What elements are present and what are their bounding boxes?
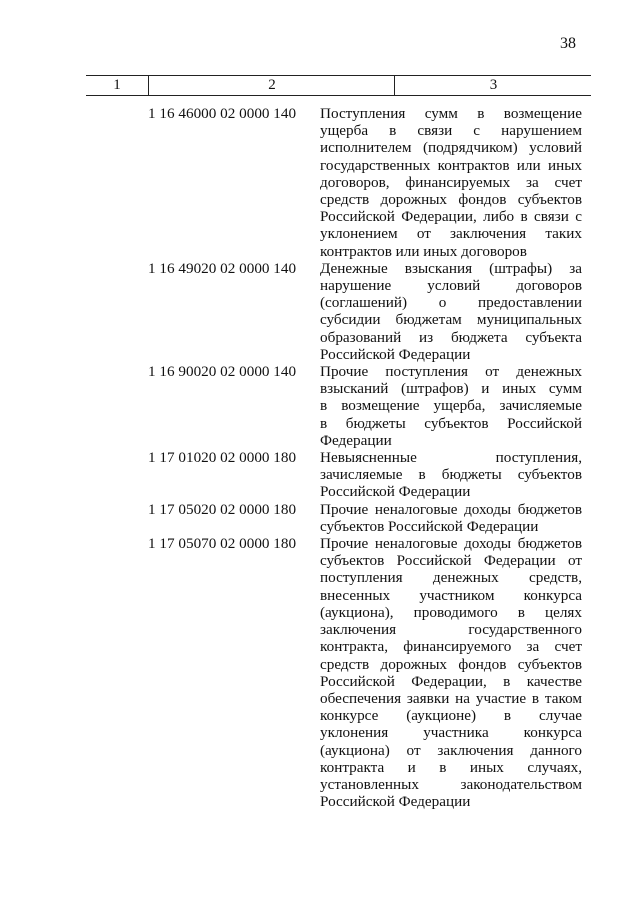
revenue-code: 1 16 90020 02 0000 140	[148, 363, 297, 381]
description-line: Российской Федерации	[320, 345, 471, 363]
description-line: субъектов Российской Федерации	[320, 517, 539, 535]
revenue-description	[320, 363, 582, 449]
description-line: в бюджеты субъектов Российской	[320, 414, 582, 432]
revenue-description	[320, 535, 582, 810]
description-line: (соглашений) о предоставлении	[320, 294, 582, 312]
description-line: Денежные взыскания (штрафы) за	[320, 259, 582, 277]
table-row	[0, 105, 639, 260]
revenue-code: 1 17 05020 02 0000 180	[148, 500, 297, 518]
table-row	[0, 449, 639, 501]
revenue-description	[320, 105, 582, 260]
revenue-description	[320, 260, 582, 363]
table-row	[0, 260, 639, 363]
description-line: заключения государственного	[320, 621, 582, 639]
revenue-code: 1 17 05070 02 0000 180	[148, 535, 297, 553]
description-line: (аукциона), проводимого в целях	[320, 603, 582, 621]
description-line: Российской Федерации, либо в связи с	[320, 208, 582, 226]
description-line: контрактов или иных договоров	[320, 242, 527, 260]
table-row	[0, 363, 639, 449]
table-header-col2: 2	[148, 76, 395, 95]
description-line: средств дорожных фондов субъектов	[320, 655, 582, 673]
description-line: в возмещение ущерба, зачисляемые	[320, 397, 582, 415]
description-line: Российской Федерации	[320, 483, 471, 501]
description-line: обеспечения заявки на участие в таком	[320, 689, 582, 707]
description-line: уклонения участника конкурса	[320, 724, 582, 742]
description-line: внесенных участником конкурса	[320, 586, 582, 604]
table-header-row	[86, 75, 591, 96]
table-header-col3: 3	[394, 76, 592, 95]
description-line: образований из бюджета субъекта	[320, 328, 582, 346]
page-number: 38	[560, 35, 576, 52]
description-line: Российской Федерации	[320, 793, 471, 811]
description-line: Прочие неналоговые доходы бюджетов	[320, 535, 582, 553]
revenue-code: 1 17 01020 02 0000 180	[148, 449, 297, 467]
table-row	[0, 501, 639, 535]
description-line: Федерации	[320, 431, 392, 449]
revenue-description	[320, 449, 582, 501]
description-line: контракта, финансируемого за счет	[320, 638, 582, 656]
description-line: Прочие неналоговые доходы бюджетов	[320, 500, 582, 518]
description-line: зачисляемые в бюджеты субъектов	[320, 466, 582, 484]
description-line: Невыясненные поступления,	[320, 449, 582, 467]
description-line: (аукциона) от заключения данного	[320, 741, 582, 759]
description-line: исполнителем (подрядчиком) условий	[320, 139, 582, 157]
revenue-code: 1 16 46000 02 0000 140	[148, 105, 297, 122]
description-line: государственных контрактов или иных	[320, 156, 582, 174]
description-line: нарушение условий договоров	[320, 277, 582, 295]
description-line: уклонением от заключения таких	[320, 225, 582, 243]
description-line: договоров, финансируемых за счет	[320, 173, 582, 191]
table-header-col1: 1	[113, 77, 121, 93]
table-row	[0, 535, 639, 810]
description-line: ущерба в связи с нарушением	[320, 122, 582, 140]
description-line: Российской Федерации, в качестве	[320, 672, 582, 690]
description-line: поступления денежных средств,	[320, 569, 582, 587]
description-line: взысканий (штрафов) и иных сумм	[320, 380, 582, 398]
revenue-code: 1 16 49020 02 0000 140	[148, 259, 297, 277]
revenue-description	[320, 501, 582, 535]
description-line: средств дорожных фондов субъектов	[320, 191, 582, 209]
table-body	[0, 105, 639, 810]
description-line: субсидии бюджетам муниципальных	[320, 311, 582, 329]
description-line: Поступления сумм в возмещение	[320, 105, 582, 122]
description-line: контракта и в иных случаях,	[320, 758, 582, 776]
description-line: Прочие поступления от денежных	[320, 363, 582, 381]
description-line: конкурсе (аукционе) в случае	[320, 707, 582, 725]
description-line: субъектов Российской Федерации от	[320, 552, 582, 570]
description-line: установленных законодательством	[320, 775, 582, 793]
